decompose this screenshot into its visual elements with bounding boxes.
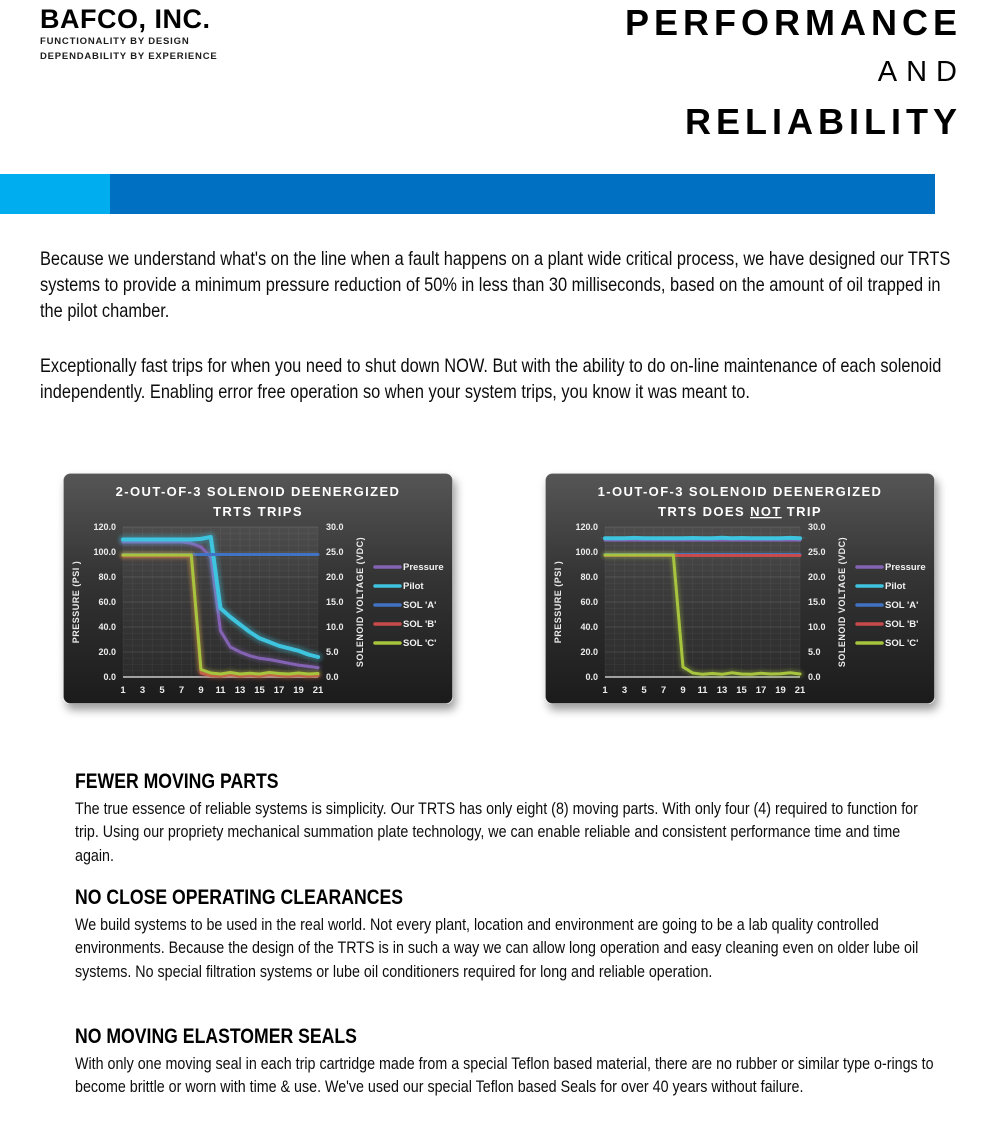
- svg-text:10.0: 10.0: [326, 622, 344, 632]
- page-title: [624, 2, 966, 142]
- svg-text:15.0: 15.0: [808, 597, 826, 607]
- svg-text:100.0: 100.0: [93, 547, 116, 557]
- section-heading: NO MOVING ELASTOMER SEALS: [75, 1025, 357, 1048]
- svg-text:7: 7: [178, 685, 185, 696]
- svg-text:15.0: 15.0: [326, 597, 344, 607]
- svg-text:SOL 'A': SOL 'A': [403, 600, 437, 611]
- svg-text:3: 3: [139, 685, 146, 696]
- svg-text:17: 17: [755, 685, 767, 696]
- section-fewer-moving-parts: [75, 770, 940, 867]
- chart-svg: [545, 473, 935, 704]
- section-body: We build systems to be used in the real world. Not every plant, location and environment are going to be a lab quality controlled environments. Because the design of the TRTS is in such a way we can allow long operation and easy cleaning even on older lube oil systems. No special filtration systems or lube oil conditioners required for long and reliable operation.: [75, 915, 919, 981]
- svg-text:11: 11: [215, 685, 226, 696]
- svg-text:3: 3: [621, 685, 628, 696]
- svg-text:20.0: 20.0: [808, 572, 826, 582]
- svg-text:SOL 'B': SOL 'B': [885, 619, 919, 630]
- section-body: With only one moving seal in each trip cartridge made from a special Teflon based material, there are no rubber or similar type o-rings to become brittle or worn with time & use. We've used our special Teflon based Seals for over 40 years without failure.: [75, 1054, 934, 1097]
- svg-text:PRESSURE (PSI ): PRESSURE (PSI ): [71, 560, 81, 644]
- svg-text:0.0: 0.0: [326, 672, 339, 682]
- svg-text:Pressure: Pressure: [403, 562, 444, 573]
- accent-bar: [0, 174, 935, 214]
- svg-text:30.0: 30.0: [326, 522, 344, 532]
- accent-bar-dark-segment: [110, 174, 935, 214]
- section-no-close-operating-clearances: [75, 886, 940, 983]
- svg-text:SOLENOID VOLTAGE (VDC): SOLENOID VOLTAGE (VDC): [355, 536, 365, 668]
- company-tagline-2: DEPENDABILITY BY EXPERIENCE: [40, 51, 218, 62]
- svg-text:19: 19: [293, 685, 304, 696]
- svg-text:15: 15: [736, 685, 747, 696]
- intro-paragraph-2: Exceptionally fast trips for when you need to shut down NOW. But with the ability to do on-line maintenance of each solenoid independently. Enabling error free operation so when your system trips, you know it was meant to.: [40, 355, 942, 403]
- chart-svg: [63, 473, 453, 704]
- svg-text:120.0: 120.0: [93, 522, 116, 532]
- page-title-line1: PERFORMANCE: [624, 2, 962, 43]
- svg-text:30.0: 30.0: [808, 522, 826, 532]
- svg-text:SOLENOID VOLTAGE (VDC): SOLENOID VOLTAGE (VDC): [837, 536, 847, 668]
- page-title-line2: AND: [877, 56, 966, 88]
- svg-text:13: 13: [716, 685, 728, 696]
- chart-2-out-of-3-trips: [63, 473, 453, 704]
- section-heading: FEWER MOVING PARTS: [75, 770, 279, 793]
- svg-text:TRTS DOES NOT TRIP: TRTS DOES NOT TRIP: [658, 504, 822, 519]
- section-heading: NO CLOSE OPERATING CLEARANCES: [75, 886, 403, 909]
- svg-text:60.0: 60.0: [98, 597, 116, 607]
- svg-text:20.0: 20.0: [580, 647, 598, 657]
- svg-text:9: 9: [198, 685, 204, 696]
- svg-text:80.0: 80.0: [98, 572, 116, 582]
- accent-bar-light-segment: [0, 174, 110, 214]
- svg-text:40.0: 40.0: [580, 622, 598, 632]
- svg-text:20.0: 20.0: [326, 572, 344, 582]
- svg-text:1: 1: [120, 685, 126, 696]
- svg-text:7: 7: [660, 685, 667, 696]
- svg-text:40.0: 40.0: [98, 622, 116, 632]
- svg-text:80.0: 80.0: [580, 572, 598, 582]
- svg-text:11: 11: [697, 685, 708, 696]
- svg-text:SOL 'A': SOL 'A': [885, 600, 919, 611]
- svg-text:SOL 'B': SOL 'B': [403, 619, 437, 630]
- svg-text:10.0: 10.0: [808, 622, 826, 632]
- svg-text:TRTS TRIPS: TRTS TRIPS: [213, 504, 303, 519]
- page-title-line3: RELIABILITY: [685, 101, 962, 142]
- svg-text:SOL 'C': SOL 'C': [403, 638, 437, 649]
- svg-text:25.0: 25.0: [326, 547, 344, 557]
- svg-text:0.0: 0.0: [103, 672, 116, 682]
- svg-text:5: 5: [641, 685, 647, 696]
- svg-text:5: 5: [159, 685, 165, 696]
- svg-text:0.0: 0.0: [585, 672, 598, 682]
- intro-paragraph-1: Because we understand what's on the line when a fault happens on a plant wide critical process, we have designed our TRTS systems to provide a minimum pressure reduction of 50% in less than 30 milliseconds, based on the amount of oil trapped in the pilot chamber.: [40, 248, 951, 322]
- svg-text:15: 15: [254, 685, 265, 696]
- chart-1-out-of-3-no-trip: [545, 473, 935, 704]
- svg-text:Pressure: Pressure: [885, 562, 926, 573]
- svg-text:5.0: 5.0: [326, 647, 339, 657]
- company-name: BAFCO, INC.: [40, 4, 211, 34]
- svg-text:Pilot: Pilot: [885, 581, 906, 592]
- svg-text:13: 13: [234, 685, 246, 696]
- section-body: The true essence of reliable systems is simplicity. Our TRTS has only eight (8) moving parts. With only four (4) required to function for trip. Using our propriety mechanical summation plate technology, we can enable reliable and consistent performance time and time again.: [75, 799, 918, 865]
- svg-text:21: 21: [794, 685, 806, 696]
- svg-text:5.0: 5.0: [808, 647, 821, 657]
- svg-text:2-OUT-OF-3 SOLENOID DEENERGIZE: 2-OUT-OF-3 SOLENOID DEENERGIZED: [115, 484, 401, 499]
- svg-text:PRESSURE (PSI ): PRESSURE (PSI ): [553, 560, 563, 644]
- svg-text:19: 19: [775, 685, 786, 696]
- svg-text:1: 1: [602, 685, 608, 696]
- svg-text:SOL 'C': SOL 'C': [885, 638, 919, 649]
- svg-text:120.0: 120.0: [575, 522, 598, 532]
- company-tagline-1: FUNCTIONALITY BY DESIGN: [40, 36, 190, 47]
- svg-text:0.0: 0.0: [808, 672, 821, 682]
- section-no-moving-elastomer-seals: [75, 1025, 940, 1099]
- svg-text:Pilot: Pilot: [403, 581, 424, 592]
- svg-text:20.0: 20.0: [98, 647, 116, 657]
- svg-text:100.0: 100.0: [575, 547, 598, 557]
- svg-text:21: 21: [312, 685, 324, 696]
- svg-text:9: 9: [680, 685, 686, 696]
- svg-text:17: 17: [273, 685, 285, 696]
- svg-text:1-OUT-OF-3 SOLENOID DEENERGIZE: 1-OUT-OF-3 SOLENOID DEENERGIZED: [597, 484, 883, 499]
- company-logo: [40, 5, 218, 63]
- svg-text:60.0: 60.0: [580, 597, 598, 607]
- svg-text:25.0: 25.0: [808, 547, 826, 557]
